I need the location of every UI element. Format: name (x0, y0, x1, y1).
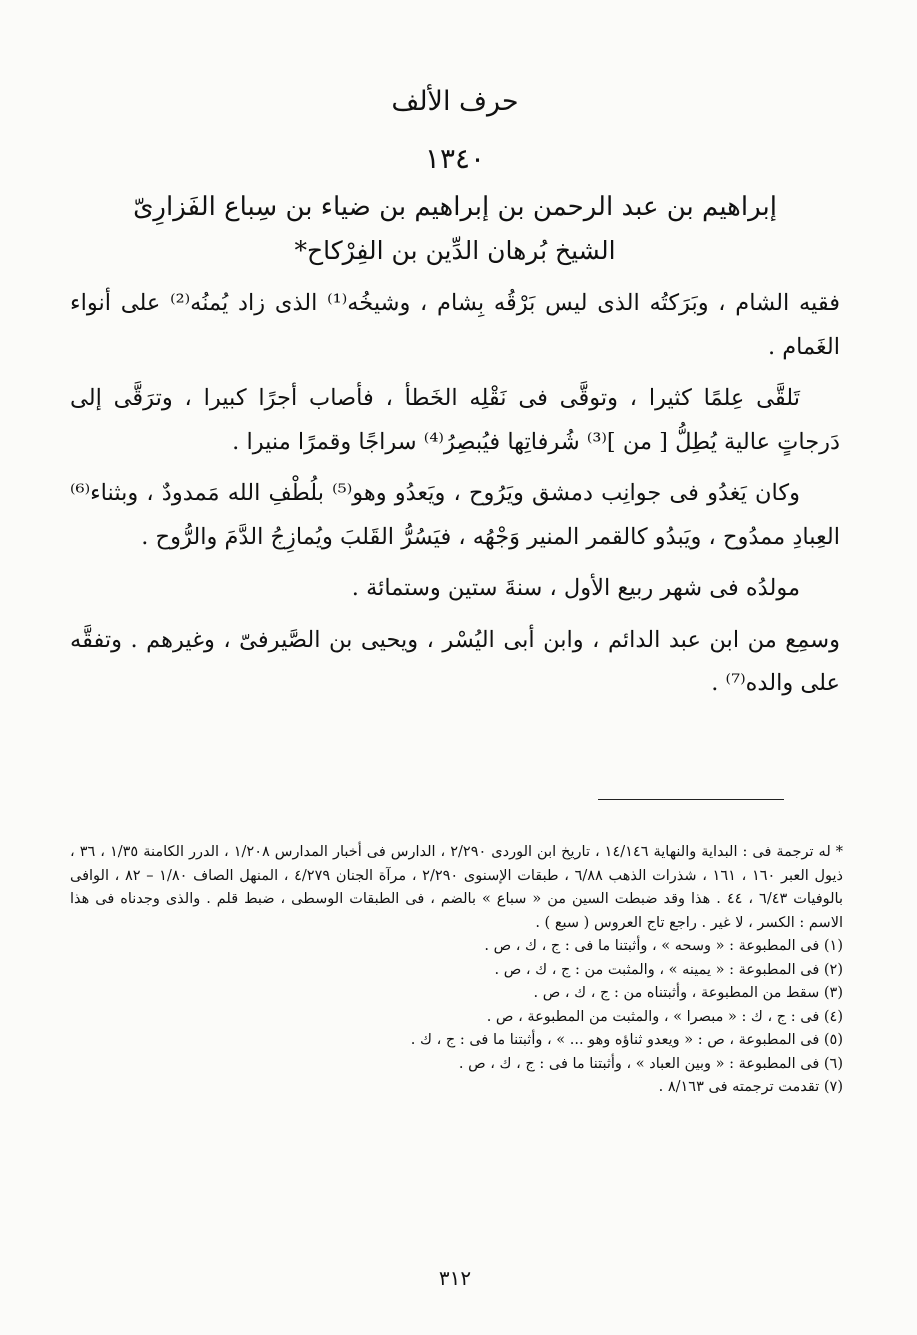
footnote: (١) فى المطبوعة : « وسحه » ، وأثبتنا ما فى : ج ، ك ، ص . (484, 938, 843, 954)
page-number: ٣١٢ (438, 1266, 472, 1290)
section-title: حرف الألف (391, 86, 519, 117)
footnotes (70, 841, 843, 1100)
footnote: (٤) فى : ج ، ك : « مبصرا » ، والمثبت من المطبوعة ، ص . (486, 1008, 843, 1025)
footnote: (٣) سقط من المطبوعة ، وأثبتناه من : ج ، ك ، ص . (533, 985, 843, 1001)
footnote-divider (598, 799, 784, 800)
paragraph: تَلقَّى عِلمًا كثيرا ، وتوقَّى فى نَقْلِه الخَطأ ، فأصاب أجرًا كبيرا ، وترَقَّى إلى دَرجاتٍ عالية يُطِلُّ [ من ]⁽³⁾ شُرفاتِها فيُبصِرُ⁽⁴⁾ سراجًا وقمرًا منيرا . (70, 385, 840, 455)
footnote: (٧) تقدمت ترجمته فى ٨/١٦٣ . (658, 1079, 843, 1095)
paragraph: وسمِع من ابن عبد الدائم ، وابن أبى اليُسْر ، ويحيى بن الصَّيرفىّ ، وغيرهم . وتفقَّه على والده⁽⁷⁾ . (70, 626, 840, 696)
paragraph: فقيه الشام ، وبَرَكتُه الذى ليس بَرْقُه بِشام ، وشيخُه⁽¹⁾ الذى زاد يُمنُه⁽²⁾ على أنواء الغَمام . (70, 290, 840, 360)
footnote: (٥) فى المطبوعة ، ص : « ويعدو ثناؤه وهو ... » ، وأثبتنا ما فى : ج ، ك . (410, 1032, 843, 1048)
entry-number: ١٣٤٠ (424, 142, 486, 175)
paragraph: مولدُه فى شهر ربيع الأول ، سنةَ ستين وستمائة . (351, 575, 800, 601)
entry-name: إبراهيم بن عبد الرحمن بن إبراهيم بن ضياء بن سِباع الفَزارِىّ (133, 192, 777, 222)
footnote: (٦) فى المطبوعة : « وبين العباد » ، وأثبتنا ما فى : ج ، ك ، ص . (458, 1055, 843, 1072)
entry-subtitle: الشيخ بُرهان الدِّين بن الفِرْكاح* (294, 236, 616, 265)
footnote: (٢) فى المطبوعة : « يمينه » ، والمثبت من : ج ، ك ، ص . (494, 961, 843, 978)
source-note: * له ترجمة فى : البداية والنهاية ١٤/١٤٦ ، تاريخ ابن الوردى ٢/٢٩٠ ، الدارس فى أخبار المدارس ١/٢٠٨ ، الدرر الكامنة ١/٣٥ ، ٣٦ ، ذيول العبر ١٦٠ ، ١٦١ ، شذرات الذهب ٦/٨٨ ، طبقات الإسنوى ٢/٢٩٠ ، مرآة الجنان ٤/٢٧٩ ، المنهل الصاف ١/٨٠ – ٨٢ ، الوافى بالوفيات ٦/٤٣ ، ٤٤ . هذا وقد ضبطت السين من « سباع » بالضم ، فى الطبقات الوسطى ، ضبط قلم . والذى وجدناه فى هذا الاسم : الكسر ، لا غير . راجع تاج العروس ( سبع ) . (70, 844, 843, 931)
biography-text (70, 282, 840, 714)
paragraph: وكان يَغدُو فى جوانِب دمشق ويَرُوح ، ويَعدُو وهو⁽⁵⁾ بلُطْفِ الله مَمدودٌ ، وبثناء⁽⁶⁾ العِبادِ ممدُوح ، ويَبدُو كالقمر المنير وَجْهُه ، فيَسُرُّ القَلبَ ويُمازِجُ الدَّمَ والرُّوح . (70, 480, 840, 550)
